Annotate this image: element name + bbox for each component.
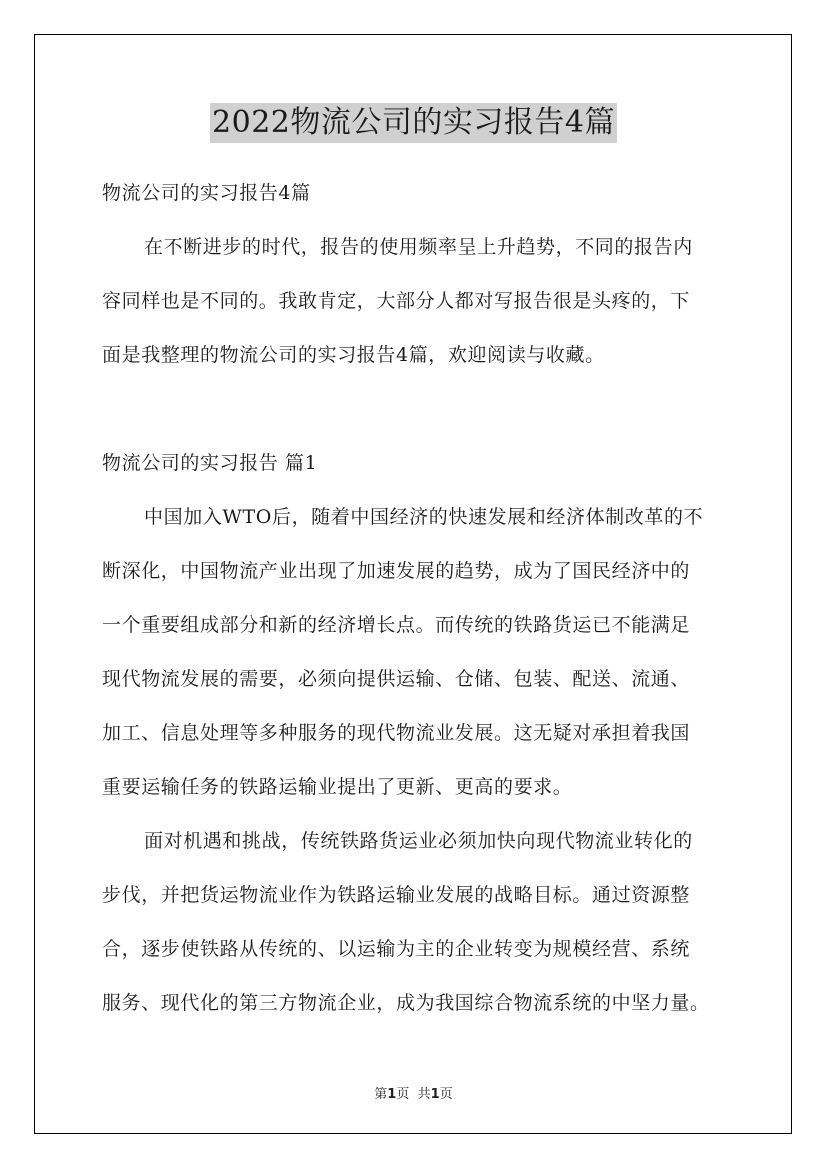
- paragraph-line: 重要运输任务的铁路运输业提出了更新、更高的要求。: [102, 776, 573, 798]
- document-title-wrapper: [0, 102, 827, 143]
- paragraph-line: 中国加入WTO后，随着中国经济的快速发展和经济体制改革的不: [144, 506, 704, 528]
- intro-paragraph: [102, 220, 738, 382]
- total-prefix: 共: [417, 1087, 431, 1102]
- paragraph-line: 步伐，并把货运物流业作为铁路运输业发展的战略目标。通过资源整: [102, 884, 691, 906]
- intro-line: 容同样也是不同的。我敢肯定，大部分人都对写报告很是头疼的，下: [102, 290, 691, 312]
- body-paragraph-1: [102, 490, 738, 814]
- page-suffix: 页: [396, 1087, 410, 1102]
- paragraph-line: 断深化，中国物流产业出现了加速发展的趋势，成为了国民经济中的: [102, 560, 691, 582]
- paragraph-line: 现代物流发展的需要，必须向提供运输、仓储、包装、配送、流通、: [102, 668, 691, 690]
- paragraph-line: 合，逐步使铁路从传统的、以运输为主的企业转变为规模经营、系统: [102, 938, 691, 960]
- page-number: 1: [387, 1087, 397, 1102]
- paragraph-line: 服务、现代化的第三方物流企业，成为我国综合物流系统的中坚力量。: [102, 992, 710, 1014]
- section-heading: 物流公司的实习报告 篇1: [102, 452, 318, 474]
- paragraph-line: 面对机遇和挑战，传统铁路货运业必须加快向现代物流业转化的: [144, 830, 693, 852]
- paragraph-line: 加工、信息处理等多种服务的现代物流业发展。这无疑对承担着我国: [102, 722, 691, 744]
- intro-line: 面是我整理的物流公司的实习报告4篇，欢迎阅读与收藏。: [102, 344, 605, 366]
- total-suffix: 页: [439, 1087, 453, 1102]
- intro-line: 在不断进步的时代，报告的使用频率呈上升趋势，不同的报告内: [144, 236, 693, 258]
- document-title: 2022物流公司的实习报告4篇: [210, 103, 617, 143]
- document-body: [102, 166, 738, 1030]
- document-subtitle: 物流公司的实习报告4篇: [102, 182, 311, 204]
- total-pages: 1: [430, 1087, 440, 1102]
- page-footer: [0, 1083, 827, 1102]
- paragraph-line: 一个重要组成部分和新的经济增长点。而传统的铁路货运已不能满足: [102, 614, 691, 636]
- body-paragraph-2: [102, 814, 738, 1030]
- section-spacer: [102, 382, 738, 436]
- page-prefix: 第: [374, 1087, 388, 1102]
